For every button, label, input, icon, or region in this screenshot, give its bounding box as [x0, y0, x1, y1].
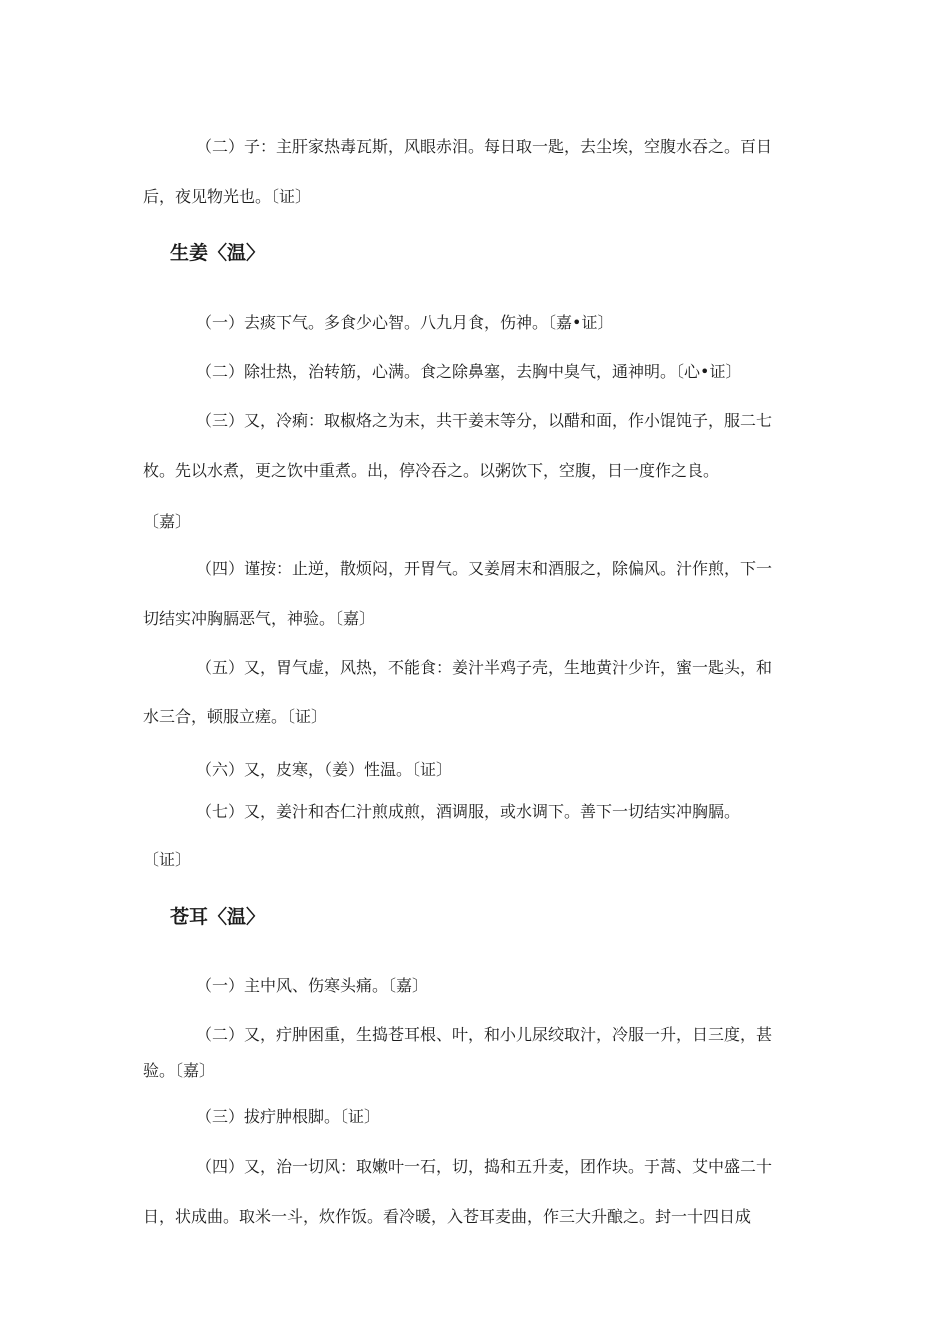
text-line: （四）又，治一切风：取嫩叶一石，切，捣和五升麦，团作块。于蒿、艾中盛二十 [196, 1157, 773, 1176]
text-line: （七）又，姜汁和杏仁汁煎成煎，酒调服，或水调下。善下一切结实冲胸膈。 [196, 802, 741, 821]
text-line: （四）谨按：止逆，散烦闷，开胃气。又姜屑末和酒服之，除偏风。汁作煎，下一 [196, 559, 773, 578]
text-line: 验。〔嘉〕 [143, 1061, 216, 1080]
text-line: （一）主中风、伤寒头痛。〔嘉〕 [196, 976, 429, 995]
text-line: （二）除壮热，治转筋，心满。食之除鼻塞，去胸中臭气，通神明。〔心•证〕 [196, 362, 742, 381]
text-line: （三）又，冷痢：取椒烙之为末，共干姜末等分，以醋和面，作小馄饨子，服二七 [196, 411, 773, 430]
text-line: （二）又，疔肿困重，生捣苍耳根、叶，和小儿尿绞取汁，冷服一升，日三度，甚 [196, 1025, 773, 1044]
text-line: （六）又，皮寒，（姜）性温。〔证〕 [196, 760, 453, 779]
text-line: （三）拔疔肿根脚。〔证〕 [196, 1107, 381, 1126]
text-line: 〔证〕 [143, 850, 192, 869]
text-line: （一）去痰下气。多食少心智。八九月食，伤神。〔嘉•证〕 [196, 313, 614, 332]
text-line: （二）子：主肝家热毒瓦斯，风眼赤泪。每日取一匙，去尘埃，空腹水吞之。百日 [196, 137, 773, 156]
section-heading: 生姜〈温〉 [170, 242, 266, 264]
text-line: 〔嘉〕 [143, 512, 192, 531]
text-line: 水三合，顿服立瘥。〔证〕 [143, 707, 328, 726]
text-line: （五）又，胃气虚，风热，不能食：姜汁半鸡子壳，生地黄汁少许，蜜一匙头，和 [196, 658, 773, 677]
text-line: 日，状成曲。取米一斗，炊作饭。看冷暖，入苍耳麦曲，作三大升酿之。封一十四日成 [143, 1207, 752, 1226]
text-line: 枚。先以水煮，更之饮中重煮。出，停冷吞之。以粥饮下，空腹，日一度作之良。 [143, 461, 720, 480]
text-line: 切结实冲胸膈恶气，神验。〔嘉〕 [143, 609, 376, 628]
section-heading: 苍耳〈温〉 [170, 906, 266, 928]
text-line: 后，夜见物光也。〔证〕 [143, 187, 312, 206]
